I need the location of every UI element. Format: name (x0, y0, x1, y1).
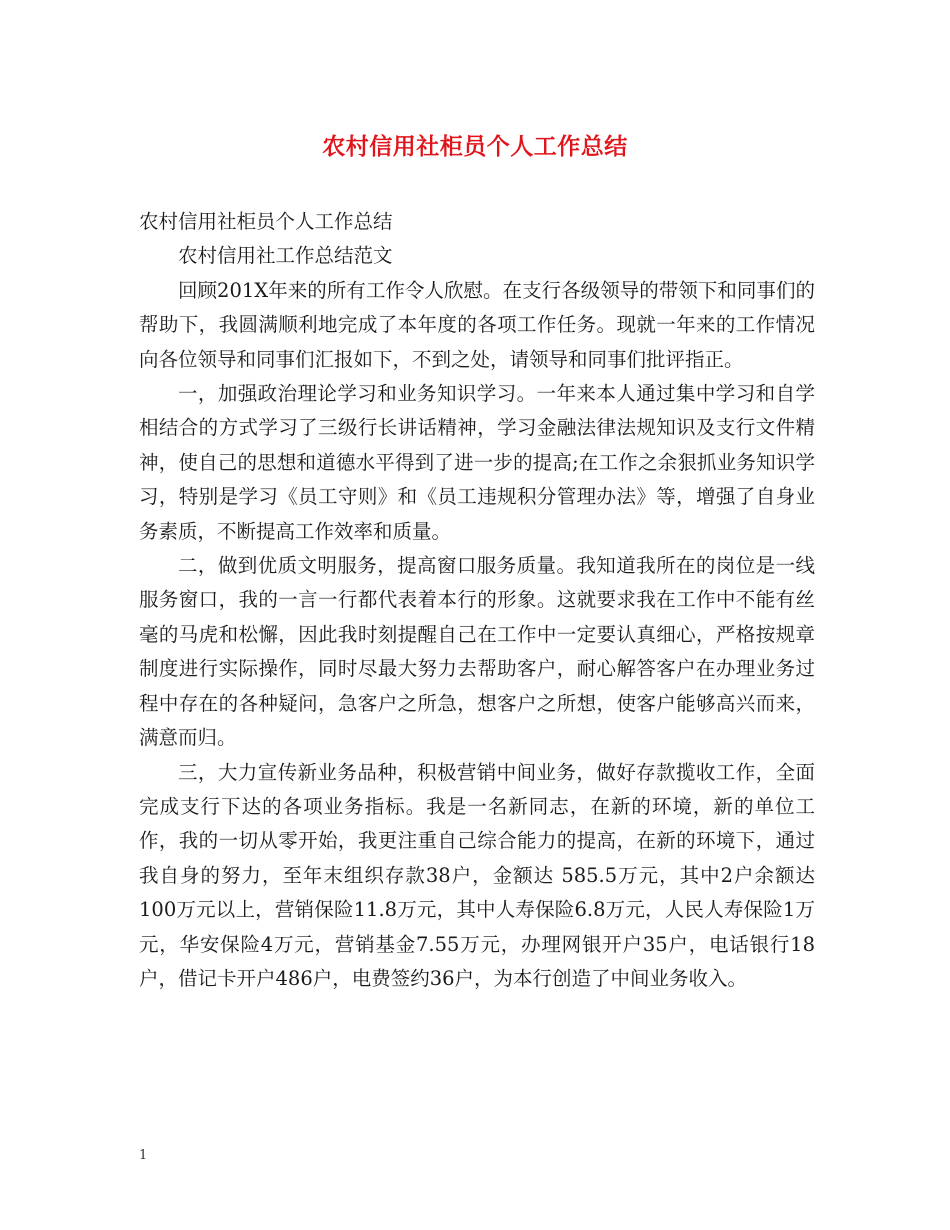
paragraph-section-1: 一，加强政治理论学习和业务知识学习。一年来本人通过集中学习和自学相结合的方式学习了三级行长讲话精神，学习金融法律法规知识及支行文件精神，使自己的思想和道德水平得到了进一步的提高;在工作之余狠抓业务知识学习，特别是学习《员工守则》和《员工违规积分管理办法》等，增强了自身业务素质，不断提高工作效率和质量。 (139, 382, 815, 543)
paragraph-subtitle: 农村信用社工作总结范文 (178, 244, 393, 268)
document-body (139, 205, 815, 996)
paragraph-heading: 农村信用社柜员个人工作总结 (139, 210, 393, 233)
page-number: 1 (139, 1148, 148, 1163)
paragraph-intro: 回顾201X年来的所有工作令人欣慰。在支行各级领导的带领下和同事们的帮助下，我圆满顺利地完成了本年度的各项工作任务。现就一年来的工作情况向各位领导和同事们汇报如下，不到之处，请领导和同事们批评指正。 (139, 278, 815, 371)
paragraph-section-3: 三，大力宣传新业务品种，积极营销中间业务，做好存款揽收工作，全面完成支行下达的各项业务指标。我是一名新同志，在新的环境，新的单位工作，我的一切从零开始，我更注重自己综合能力的提高，在新的环境下，通过我自身的努力，至年末组织存款38户，金额达 585.5万元，其中2户余额达100万元以上，营销保险11.8万元，其中人寿保险6.8万元，人民人寿保险1万元，华安保险4万元，营销基金7.55万元，办理网银开户35户，电话银行18户，借记卡开户486户，电费签约36户，为本行创造了中间业务收入。 (139, 760, 815, 990)
document-title: 农村信用社柜员个人工作总结 (322, 134, 628, 160)
paragraph-section-2: 二，做到优质文明服务，提高窗口服务质量。我知道我所在的岗位是一线服务窗口，我的一言一行都代表着本行的形象。这就要求我在工作中不能有丝毫的马虎和松懈，因此我时刻提醒自己在工作中一定要认真细心，严格按规章制度进行实际操作，同时尽最大努力去帮助客户，耐心解答客户在办理业务过程中存在的各种疑问，急客户之所急，想客户之所想，使客户能够高兴而来，满意而归。 (139, 554, 815, 750)
